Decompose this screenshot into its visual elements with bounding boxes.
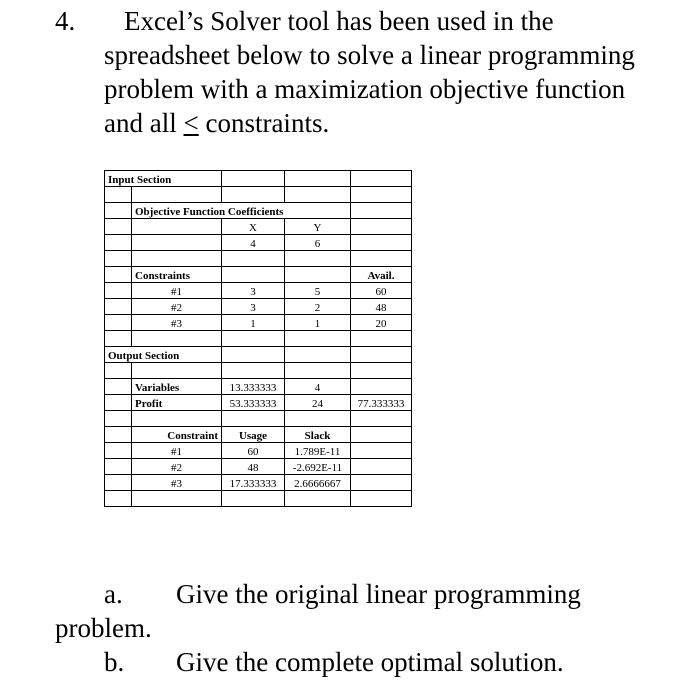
avail-label: Avail. [351,267,412,283]
stem-and-all: and all [104,108,177,138]
variable-y-value: 4 [285,379,351,395]
constraint-col-label: Constraint [132,427,222,443]
stem-constraints-word: constraints. [205,108,330,138]
coef-x: 4 [222,235,285,251]
table-row [105,475,412,491]
constraint-y: 5 [285,283,351,299]
question-number: 4. [55,6,76,36]
question-stem-line-3: problem with a maximization objective function [104,74,626,104]
table-row [105,235,412,251]
constraint-x: 3 [222,299,285,315]
table-row [105,459,412,475]
table-row [105,315,412,331]
profit-x-value: 53.333333 [222,395,285,411]
input-section-label: Input Section [105,171,222,187]
slack-label: Slack [285,427,351,443]
constraint-x: 3 [222,283,285,299]
table-row [105,219,412,235]
part-a-continuation: problem. [55,613,152,643]
part-b-label: b. [104,647,125,677]
table-row [105,395,412,411]
constraint-name: #2 [132,299,222,315]
table-row [105,203,412,219]
constraint-avail: 48 [351,299,412,315]
constraints-label: Constraints [132,267,222,283]
result-name: #2 [132,459,222,475]
constraint-avail: 60 [351,283,412,299]
result-slack: -2.692E-11 [285,459,351,475]
result-slack: 1.789E-11 [285,443,351,459]
part-a-text: Give the original linear programming [176,579,581,609]
objective-label: Objective Function Coefficients [132,203,351,219]
constraint-x: 1 [222,315,285,331]
variable-x-value: 13.333333 [222,379,285,395]
result-name: #1 [132,443,222,459]
coef-y: 6 [285,235,351,251]
result-name: #3 [132,475,222,491]
result-usage: 17.333333 [222,475,285,491]
constraint-avail: 20 [351,315,412,331]
result-usage: 60 [222,443,285,459]
table-row [105,443,412,459]
usage-label: Usage [222,427,285,443]
result-slack: 2.6666667 [285,475,351,491]
part-a-label: a. [104,579,123,609]
var-header-y: Y [285,219,351,235]
table-row [105,299,412,315]
table-row [105,171,412,187]
constraint-name: #1 [132,283,222,299]
var-header-x: X [222,219,285,235]
question-stem-line-1: Excel’s Solver tool has been used in the [124,6,554,36]
solver-spreadsheet [104,170,412,507]
less-than-or-equal-symbol: < [183,108,199,138]
constraint-y: 2 [285,299,351,315]
profit-y-value: 24 [285,395,351,411]
total-profit: 77.333333 [351,395,412,411]
part-b-text: Give the complete optimal solution. [176,647,564,677]
question-stem-line-4 [104,106,329,140]
table-row [105,347,412,363]
result-usage: 48 [222,459,285,475]
profit-label: Profit [132,395,222,411]
spreadsheet-table [104,170,412,507]
table-row [105,283,412,299]
output-section-label: Output Section [105,347,222,363]
constraint-name: #3 [132,315,222,331]
variables-label: Variables [132,379,222,395]
constraint-y: 1 [285,315,351,331]
question-stem-line-2: spreadsheet below to solve a linear programming [104,40,635,70]
table-row [105,267,412,283]
table-row [105,379,412,395]
table-row [105,427,412,443]
